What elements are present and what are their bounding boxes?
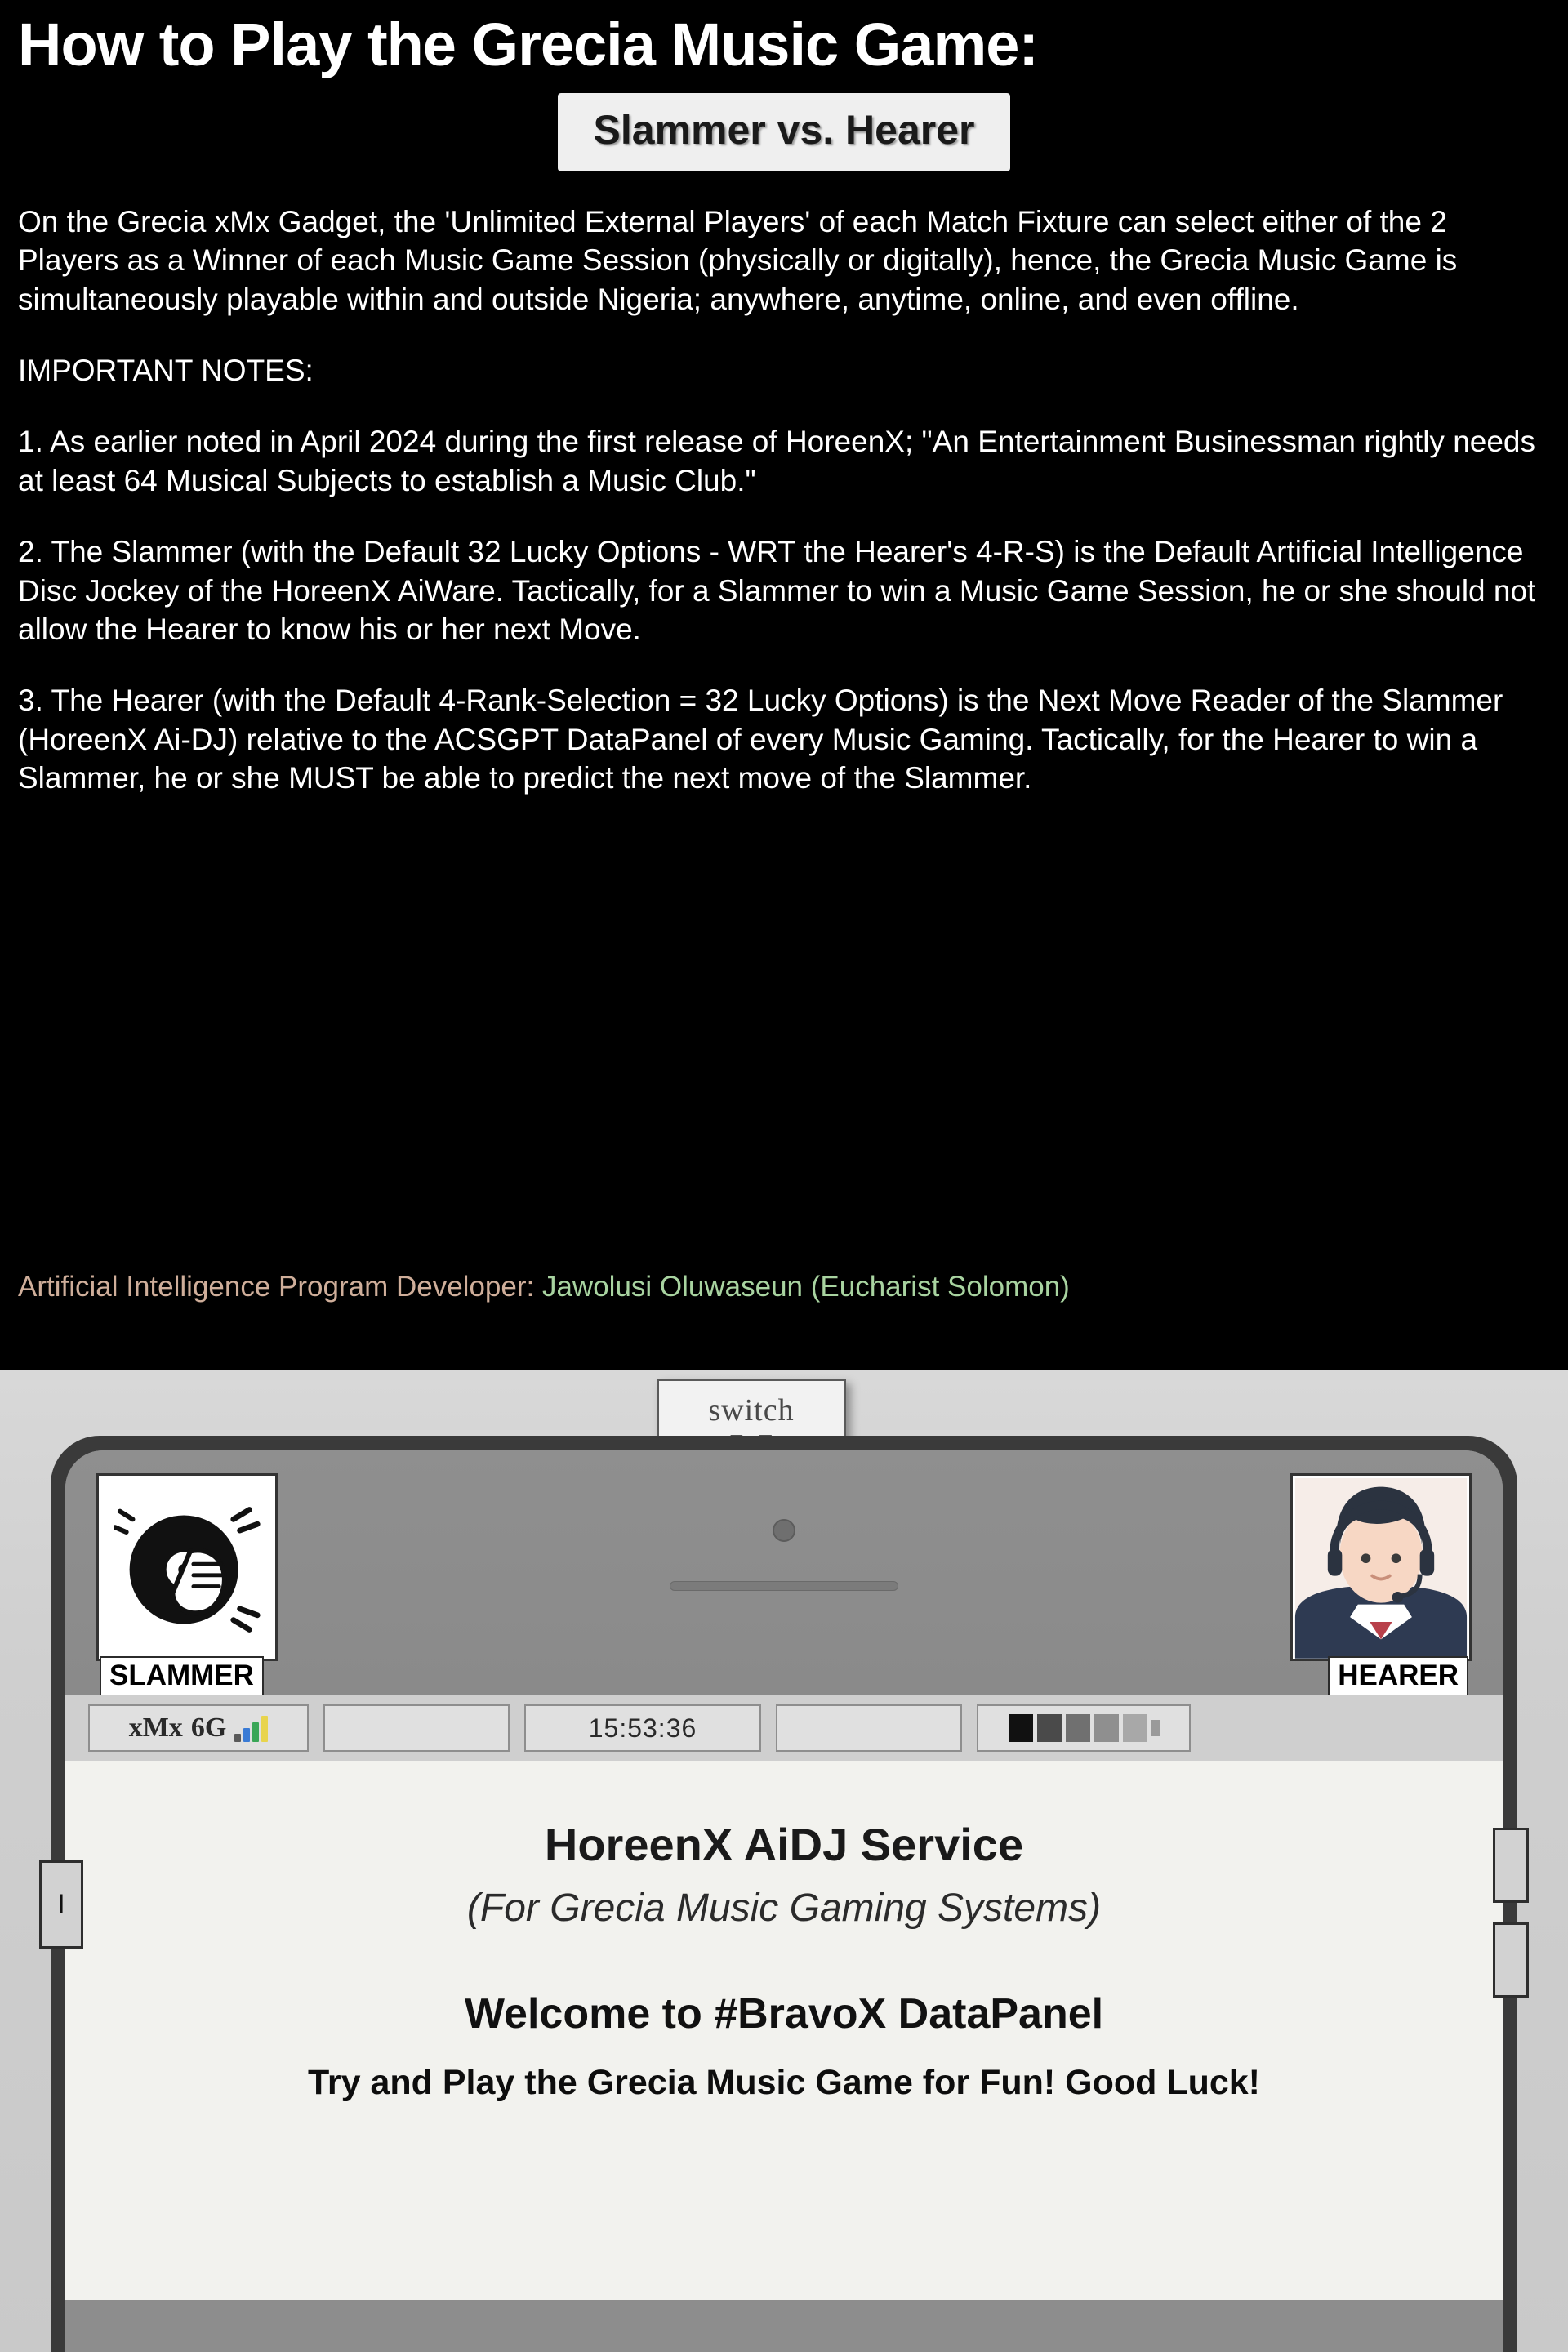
tablet-frame: [51, 1436, 1517, 2352]
slammer-avatar[interactable]: [96, 1473, 278, 1661]
signal-bars-icon: [234, 1714, 268, 1742]
network-label: 6G: [190, 1713, 227, 1743]
speaker-grille: [670, 1581, 898, 1591]
screen-service-subtitle: (For Grecia Music Gaming Systems): [466, 1886, 1102, 1930]
page-title: How to Play the Grecia Music Game:: [18, 11, 1039, 78]
headset-operator-avatar-icon: [1293, 1476, 1469, 1659]
switch-tab-line1: switch: [708, 1392, 795, 1428]
tablet-inner: [65, 1450, 1503, 2352]
screen-welcome-subtitle: Try and Play the Grecia Music Game for Fun! Good Luck!: [307, 2063, 1261, 2102]
power-button[interactable]: I: [39, 1860, 83, 1949]
note-1: 1. As earlier noted in April 2024 during the first release of HoreenX; "An Entertainment Businessman rightly needs at least 64 Musical Subjects to establish a Music Club.": [18, 425, 1536, 497]
subtitle-badge: Slammer vs. Hearer: [558, 93, 1011, 172]
device-illustration: [0, 1370, 1568, 2352]
screen-welcome-title: Welcome to #BravoX DataPanel: [464, 1990, 1104, 2038]
notes-heading: IMPORTANT NOTES:: [18, 354, 314, 388]
developer-credit: [18, 1271, 1070, 1303]
front-camera-icon: [773, 1519, 795, 1542]
battery-cell[interactable]: [977, 1704, 1191, 1752]
vinyl-record-hand-icon: [114, 1495, 265, 1644]
status-cell-empty-2[interactable]: [776, 1704, 962, 1752]
note-3: 3. The Hearer (with the Default 4-Rank-Selection = 32 Lucky Options) is the Next Move Reader of the Slammer (HoreenX Ai-DJ) relative to the ACSGPT DataPanel of every Music Gaming. Tactically, for the Hearer to win a Slammer, he or she MUST be able to predict the next move of the Slammer.: [18, 684, 1503, 795]
device-screen[interactable]: [65, 1761, 1503, 2300]
subtitle-container: [0, 93, 1568, 172]
instructions-body: [0, 203, 1568, 797]
volume-down-button[interactable]: [1493, 1922, 1529, 1998]
note-2: 2. The Slammer (with the Default 32 Lucky Options - WRT the Hearer's 4-R-S) is the Default Artificial Intelligence Disc Jockey of the HoreenX AiWare. Tactically, for a Slammer to win a Music Game Session, he or she should not allow the Hearer to know his or her next Move.: [18, 535, 1536, 646]
volume-up-button[interactable]: [1493, 1828, 1529, 1903]
hearer-avatar[interactable]: [1290, 1473, 1472, 1661]
device-top-bezel: [65, 1450, 1503, 1695]
carrier-label: xMx: [128, 1713, 183, 1743]
hearer-label: HEARER: [1328, 1656, 1468, 1697]
carrier-status-cell[interactable]: [88, 1704, 309, 1752]
status-cell-empty-1[interactable]: [323, 1704, 510, 1752]
developer-label: Artificial Intelligence Program Developer:: [18, 1271, 535, 1303]
intro-paragraph: On the Grecia xMx Gadget, the 'Unlimited External Players' of each Match Fixture can select either of the 2 Players as a Winner of each Music Game Session (physically or digitally), hence, the Grecia Music Game is simultaneously playable within and outside Nigeria; anywhere, anytime, online, and even offline.: [18, 205, 1458, 316]
battery-blocks-icon: [1009, 1714, 1160, 1742]
device-status-bar: [65, 1695, 1503, 1761]
slammer-label: SLAMMER: [100, 1656, 264, 1697]
clock-cell[interactable]: 15:53:36: [524, 1704, 761, 1752]
developer-name: Jawolusi Oluwaseun (Eucharist Solomon): [541, 1271, 1070, 1303]
screen-service-title: HoreenX AiDJ Service: [544, 1819, 1024, 1870]
